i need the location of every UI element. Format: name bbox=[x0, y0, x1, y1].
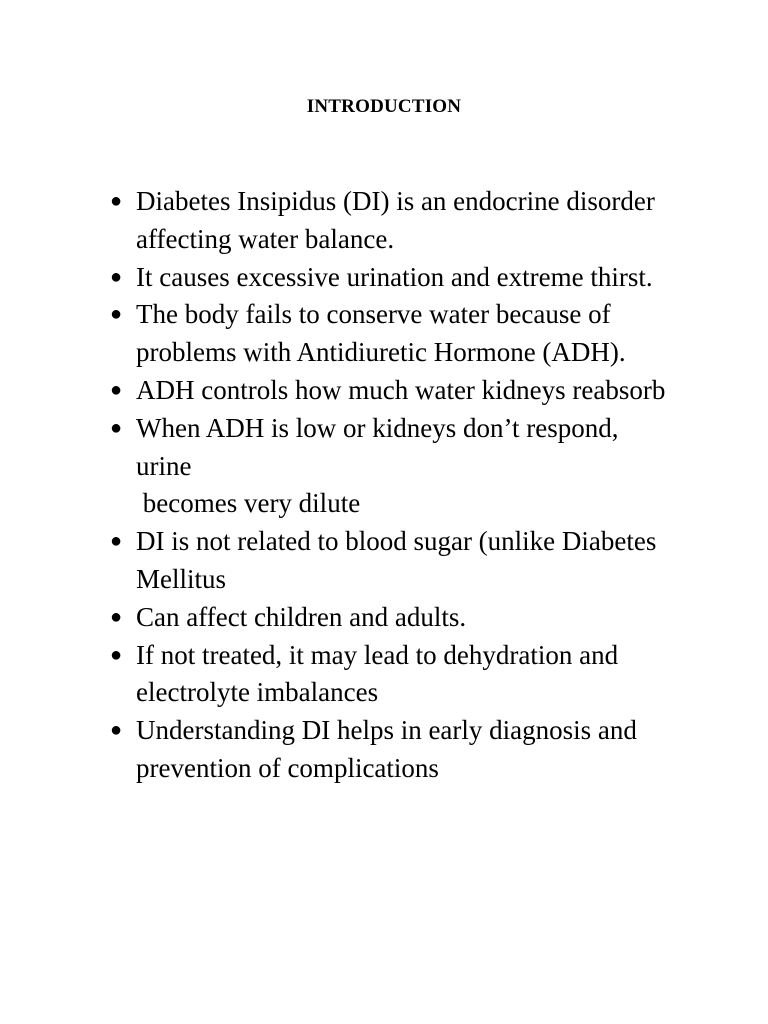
bullet-text-line: problems with Antidiuretic Hormone (ADH). bbox=[136, 337, 626, 368]
bullet-dot-icon: ● bbox=[110, 303, 123, 326]
bullet-text-line: urine bbox=[136, 450, 192, 481]
bullet-text-line: It causes excessive urination and extreme thirst. bbox=[136, 261, 653, 292]
bullet-dot-icon: ● bbox=[110, 265, 123, 288]
bullet-dot-icon: ● bbox=[110, 378, 123, 401]
bullet-text-line: becomes very dilute bbox=[136, 488, 361, 519]
bullet-text-line: If not treated, it may lead to dehydration and bbox=[136, 639, 619, 670]
bullet-text-line: Diabetes Insipidus (DI) is an endocrine disorder bbox=[136, 186, 655, 216]
bullet-text-line: prevention of complications bbox=[136, 752, 439, 783]
page-title: INTRODUCTION bbox=[306, 96, 462, 117]
list-item bbox=[110, 410, 710, 523]
list-item bbox=[110, 637, 710, 713]
bullet-text-line: The body fails to conserve water because of bbox=[136, 299, 611, 330]
list-item bbox=[110, 372, 710, 410]
bullet-dot-icon: ● bbox=[110, 643, 123, 666]
bullet-text-line: Understanding DI helps in early diagnosis and bbox=[136, 715, 637, 746]
list-item bbox=[110, 296, 710, 372]
bullet-text-line: When ADH is low or kidneys don’t respond, bbox=[136, 412, 619, 443]
bullet-dot-icon: ● bbox=[110, 530, 123, 553]
bullet-text-line: Mellitus bbox=[136, 563, 227, 594]
list-item bbox=[110, 523, 710, 599]
bullet-dot-icon: ● bbox=[110, 605, 123, 628]
bullet-text-line: DI is not related to blood sugar (unlike Diabetes bbox=[136, 526, 657, 557]
bullet-text-line: Can affect children and adults. bbox=[136, 601, 467, 632]
bullet-dot-icon: ● bbox=[110, 190, 123, 212]
bullet-dot-icon: ● bbox=[110, 719, 123, 742]
bullet-list bbox=[110, 183, 710, 788]
list-item bbox=[110, 599, 710, 637]
bullet-dot-icon: ● bbox=[110, 416, 123, 439]
bullet-text-line: electrolyte imbalances bbox=[136, 677, 379, 708]
bullet-text-line: affecting water balance. bbox=[136, 223, 395, 254]
list-item bbox=[110, 183, 710, 259]
list-item bbox=[110, 712, 710, 788]
list-item bbox=[110, 259, 710, 297]
bullet-text-line: ADH controls how much water kidneys reabsorb bbox=[136, 374, 666, 405]
